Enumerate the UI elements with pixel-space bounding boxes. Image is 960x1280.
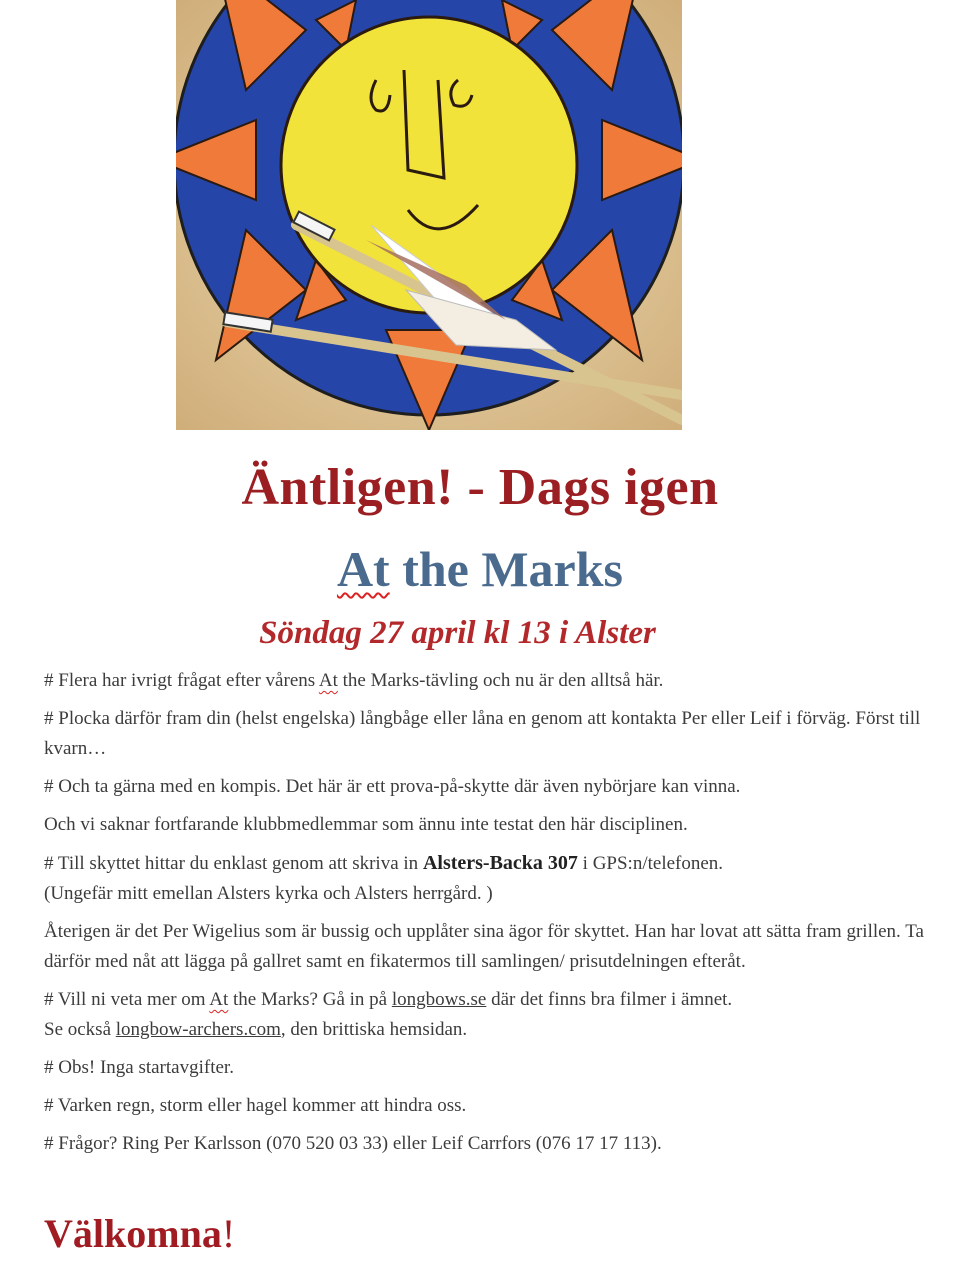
p7-text-c: the Marks? Gå in på	[228, 989, 392, 1010]
body-text	[44, 666, 924, 1167]
gps-address: Alsters-Backa 307	[422, 852, 578, 874]
p5-text-a: # Till skyttet hittar du enklast genom att skriva in	[44, 853, 423, 874]
paragraph-8: # Obs! Inga startavgifter.	[44, 1057, 234, 1078]
p1-text-b: At	[318, 670, 338, 691]
paragraph-4: Och vi saknar fortfarande klubbmedlemmar som ännu inte testat den här disciplinen.	[44, 814, 688, 835]
p7-text-a: # Vill ni veta mer om	[44, 989, 210, 1010]
paragraph-3: # Och ta gärna med en kompis. Det här är ett prova-på-skytte där även nybörjare kan vinna.	[44, 776, 741, 797]
paragraph-5	[44, 848, 924, 909]
page-title: Äntligen! - Dags igen	[241, 459, 719, 516]
paragraph-1	[44, 666, 924, 696]
hero-image	[176, 0, 682, 430]
longbows-link[interactable]: longbows.se	[391, 989, 487, 1010]
event-name-part1: At	[336, 541, 390, 597]
welcome-exclamation: !	[221, 1211, 236, 1256]
paragraph-7	[44, 985, 924, 1045]
paragraph-6: Återigen är det Per Wigelius som är bussig och upplåter sina ägor för skyttet. Han har lovat att sätta fram grillen. Ta därför med nåt att lägga på gallret samt en fikatermos till samlingen/ prisutdelningen efteråt.	[44, 921, 924, 972]
welcome-word: Välkomna	[44, 1211, 222, 1256]
target-sun-illustration	[176, 0, 682, 430]
p1-text-a: # Flera har ivrigt frågat efter vårens	[44, 670, 319, 691]
paragraph-2: # Plocka därför fram din (helst engelska) långbåge eller låna en genom att kontakta Per eller Leif i förväg. Först till kvarn…	[44, 708, 921, 759]
p7-text-e: Se också	[44, 1019, 116, 1040]
paragraph-9: # Varken regn, storm eller hagel kommer att hindra oss.	[44, 1095, 467, 1116]
p5-text-c: (Ungefär mitt emellan Alsters kyrka och Alsters herrgård. )	[44, 883, 493, 904]
event-date: Söndag 27 april kl 13 i Alster	[259, 615, 656, 651]
p7-text-b: At	[209, 989, 229, 1010]
longbow-archers-link[interactable]: longbow-archers.com	[115, 1019, 281, 1040]
p7-text-d: där det finns bra filmer i ämnet.	[486, 989, 733, 1010]
welcome-text	[44, 1204, 235, 1264]
event-name	[0, 534, 960, 604]
p7-text-f: , den brittiska hemsidan.	[280, 1019, 468, 1040]
p1-text-c: the Marks-tävling och nu är den alltså här.	[337, 670, 664, 691]
p5-text-b: i GPS:n/telefonen.	[577, 853, 724, 874]
paragraph-10: # Frågor? Ring Per Karlsson (070 520 03 33) eller Leif Carrfors (076 17 17 113).	[44, 1133, 662, 1154]
event-name-part2: the Marks	[389, 541, 624, 597]
